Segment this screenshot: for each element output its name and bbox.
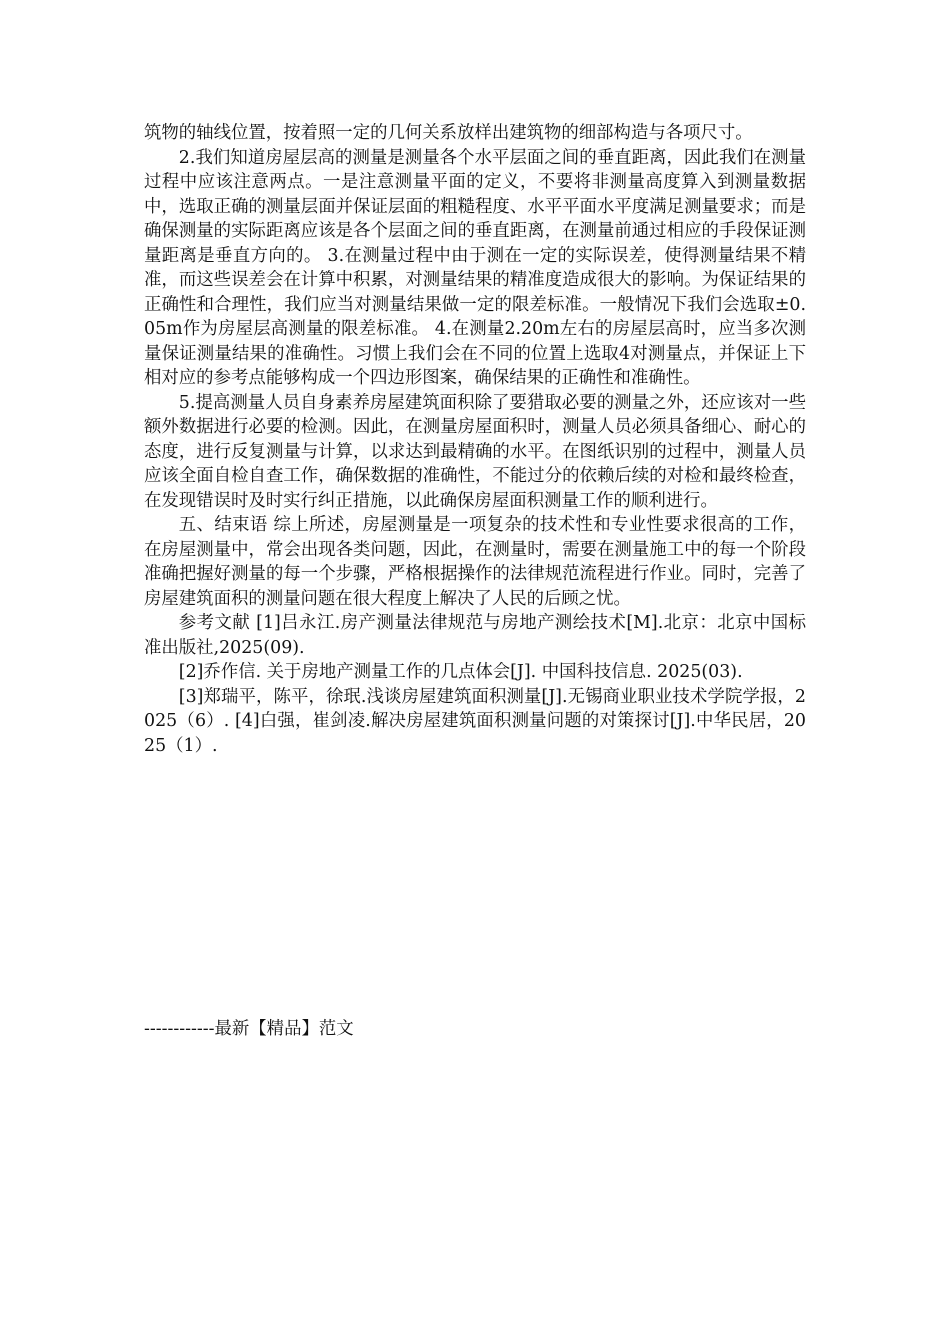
reference-2: [2]乔作信. 关于房地产测量工作的几点体会[J]. 中国科技信息. 2025(03). (178, 662, 743, 682)
paragraph-continuation: 筑物的轴线位置，按着照一定的几何关系放样出建筑物的细部构造与各项尺寸。 (144, 123, 753, 143)
reference-1: 参考文献 [1]吕永江.房产测量法律规范与房地产测绘技术[M].北京：北京中国标准出版社,2025(09). (144, 613, 806, 658)
page-footer: ------------最新【精品】范文 (144, 1019, 354, 1039)
paragraph-conclusion: 五、结束语 综上所述，房屋测量是一项复杂的技术性和专业性要求很高的工作，在房屋测量中，常会出现各类问题，因此，在测量时，需要在测量施工中的每一个阶段准确把握好测量的每一个步骤，严格根据操作的法律规范流程进行作业。同时，完善了房屋建筑面积的测量问题在很大程度上解决了人民的后顾之忧。 (144, 515, 806, 609)
document-body (144, 121, 806, 758)
paragraph-floor-height: 2.我们知道房屋层高的测量是测量各个水平层面之间的垂直距离，因此我们在测量过程中应该注意两点。一是注意测量平面的定义，不要将非测量高度算入到测量数据中，选取正确的测量层面并保证层面的粗糙程度、水平平面水平度满足测量要求；而是确保测量的实际距离应该是各个层面之间的垂直距离，在测量前通过相应的手段保证测量距离是垂直方向的。 3.在测量过程中由于测在一定的实际误差，使得测量结果不精准，而这些误差会在计算中积累，对测量结果的精准度造成很大的影响。为保证结果的正确性和合理性，我们应当对测量结果做一定的限差标准。一般情况下我们会选取±0.05m作为房屋层高测量的限差标准。 4.在测量2.20m左右的房屋层高时，应当多次测量保证测量结果的准确性。习惯上我们会在不同的位置上选取4对测量点，并保证上下相对应的参考点能够构成一个四边形图案，确保结果的正确性和准确性。 (144, 147, 806, 388)
paragraph-surveyor-quality: 5.提高测量人员自身素养房屋建筑面积除了要猎取必要的测量之外，还应该对一些额外数据进行必要的检测。因此，在测量房屋面积时，测量人员必须具备细心、耐心的态度，进行反复测量与计算，以求达到最精确的水平。在图纸识别的过程中，测量人员应该全面自检自查工作，确保数据的准确性，不能过分的依赖后续的对检和最终检查，在发现错误时及时实行纠正措施，以此确保房屋面积测量工作的顺利进行。 (144, 392, 806, 511)
reference-3-4: [3]郑瑞平，陈平，徐珉.浅谈房屋建筑面积测量[J].无锡商业职业技术学院学报，2025（6）. [4]白强，崔剑凌.解决房屋建筑面积测量问题的对策探讨[J].中华民居，2025（1）. (144, 686, 806, 756)
